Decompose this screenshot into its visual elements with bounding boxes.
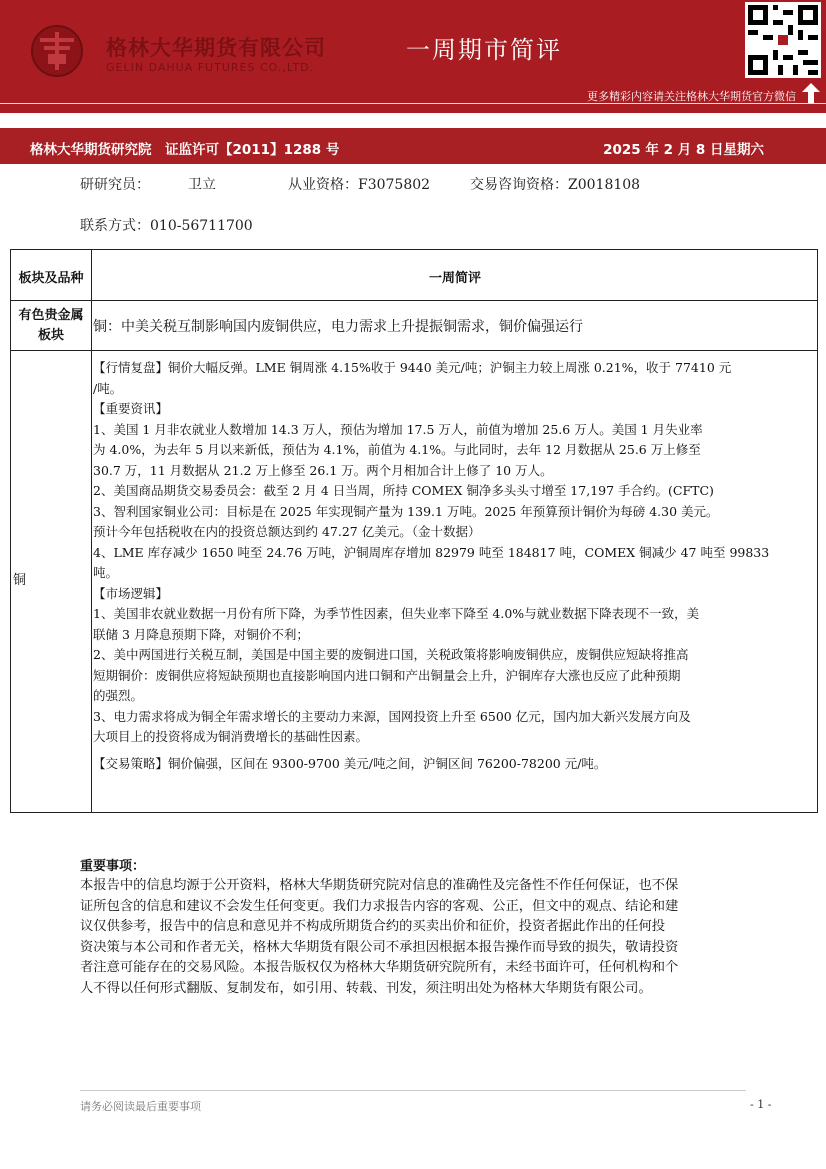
page-number: - 1 -: [750, 1098, 772, 1111]
copper-review-body: [93, 358, 815, 774]
review-line: 【重要资讯】: [93, 401, 169, 416]
company-name-en: GELIN DAHUA FUTURES CO.,LTD.: [106, 61, 315, 74]
qr-code-icon: [745, 2, 821, 78]
researcher-name: 卫立: [188, 177, 216, 193]
review-line: 【市场逻辑】: [93, 585, 169, 601]
disclaimer-line: 者注意可能存在的交易风险。本报告版权仅为格林大华期货研究院所有，未经书面许可，任何机构和个: [80, 960, 679, 975]
report-title: 一周期市简评: [406, 36, 562, 64]
review-line: 联储 3 月降息预期下降，对铜价不利；: [93, 626, 309, 642]
review-line: 1、美国非农就业数据一月份有所下降，为季节性因素，但失业率下降至 4.0%与就业数据下降表现不一致，美: [93, 606, 700, 621]
review-line: 2、美国商品期货交易委员会：截至 2 月 4 日当周，所持 COMEX 铜净多头头寸增至 17,197 手合约。(CFTC): [93, 483, 714, 498]
review-line: 吨。: [93, 565, 119, 580]
header-band: [0, 0, 826, 113]
review-line: 大项目上的投资将成为铜消费增长的基础性因素。: [93, 729, 369, 744]
sector-summary: 铜：中美关税互制影响国内废铜供应，电力需求上升提振铜需求，铜价偏强运行: [93, 319, 583, 335]
contact-info: 联系方式：010-56711700: [80, 218, 253, 234]
disclaimer-line: 人不得以任何形式翻版、复制发布，如引用、转载、刊发，须注明出处为格林大华期货有限公司。: [80, 980, 652, 996]
review-line: 1、美国 1 月非农就业人数增加 14.3 万人，预估为增加 17.5 万人，前值为增加 25.6 万人。美国 1 月失业率: [93, 421, 703, 437]
company-name-cn: 格林大华期货有限公司: [106, 36, 326, 60]
review-line: 短期铜价：废铜供应将短缺预期也直接影响国内进口铜和产出铜量会上升，沪铜库存大涨也反应了此种预期: [93, 667, 681, 683]
review-line: 预计今年包括税收在内的投资总额达到约 47.27 亿美元。（金十数据）: [93, 524, 481, 539]
notice-title: 重要事项：: [80, 859, 146, 874]
consult-qualification: 交易咨询资格：Z0018108: [470, 177, 641, 193]
disclaimer-text: [80, 876, 760, 999]
column-header-review: 一周简评: [428, 271, 481, 286]
disclaimer-line: 本报告中的信息均源于公开资料，格林大华期货研究院对信息的准确性及完备性不作任何保证，也不保: [80, 878, 679, 893]
weekly-review-table: [10, 249, 818, 813]
table-row-divider: [11, 350, 817, 351]
disclaimer-line: 资决策与本公司和作者无关，格林大华期货有限公司不承担因根据本报告操作而导致的损失，敬请投资: [80, 939, 679, 955]
review-line: 【行情复盘】铜价大幅反弹。LME 铜周涨 4.15%收于 9440 美元/吨；沪铜主力较上周涨 0.21%，收于 77410 元: [93, 360, 732, 375]
company-logo-icon: [30, 24, 84, 78]
review-line: 【交易策略】铜价偏强，区间在 9300-9700 美元/吨之间，沪铜区间 76200-78200 元/吨。: [93, 755, 607, 771]
researcher-label: 研研究员：: [80, 177, 150, 193]
review-line: 的强烈。: [93, 688, 144, 703]
sector-label: 有色贵金属板块: [18, 308, 84, 343]
review-line: 3、电力需求将成为铜全年需求增长的主要动力来源，国网投资上升至 6500 亿元，国内加大新兴发展方向及: [93, 708, 691, 724]
disclaimer-line: 议仅供参考，报告中的信息和意见并不构成所期货合约的买卖出价和征价，投资者据此作出的任何投: [80, 919, 666, 934]
footer-divider: [80, 1090, 746, 1091]
table-row-divider: [11, 300, 817, 301]
follow-wechat-text: 更多精彩内容请关注格林大华期货官方微信: [587, 90, 796, 103]
arrow-up-icon: [802, 83, 820, 103]
review-line: 30.7 万，11 月数据从 21.2 万上修至 26.1 万。两个月相加合计上修了 10 万人。: [93, 462, 553, 478]
review-line: /吨。: [93, 380, 123, 396]
qualification-number: 从业资格：F3075802: [288, 177, 431, 193]
review-line: 3、智利国家铜业公司：目标是在 2025 年实现铜产量为 139.1 万吨。2025 年预算预计铜价为每磅 4.30 美元。: [93, 503, 719, 519]
review-line: 为 4.0%，为去年 5 月以来新低，预估为 4.1%，前值为 4.1%。与此同时，去年 12 月数据从 25.6 万上修至: [93, 442, 701, 457]
column-header-sector: 板块及品种: [18, 271, 84, 286]
footer-note: 请务必阅读最后重要事项: [80, 1100, 201, 1113]
disclaimer-line: 证所包含的信息和建议不会发生任何变更。我们力求报告内容的客观、公正，但文中的观点、结论和建: [80, 898, 679, 914]
institute-license: 格林大华期货研究院 证监许可【2011】1288 号: [30, 142, 340, 158]
review-line: 2、美中两国进行关税互制，美国是中国主要的废铜进口国，关税政策将影响废铜供应，废铜供应短缺将推高: [93, 647, 689, 662]
report-date: 2025 年 2 月 8 日星期六: [603, 142, 764, 158]
product-label: 铜: [13, 573, 27, 588]
institute-bar: [0, 128, 826, 164]
review-line: 4、LME 库存减少 1650 吨至 24.76 万吨，沪铜周库存增加 82979 吨至 184817 吨，COMEX 铜减少 47 吨至 99833: [93, 544, 770, 560]
table-column-divider: [91, 250, 92, 812]
